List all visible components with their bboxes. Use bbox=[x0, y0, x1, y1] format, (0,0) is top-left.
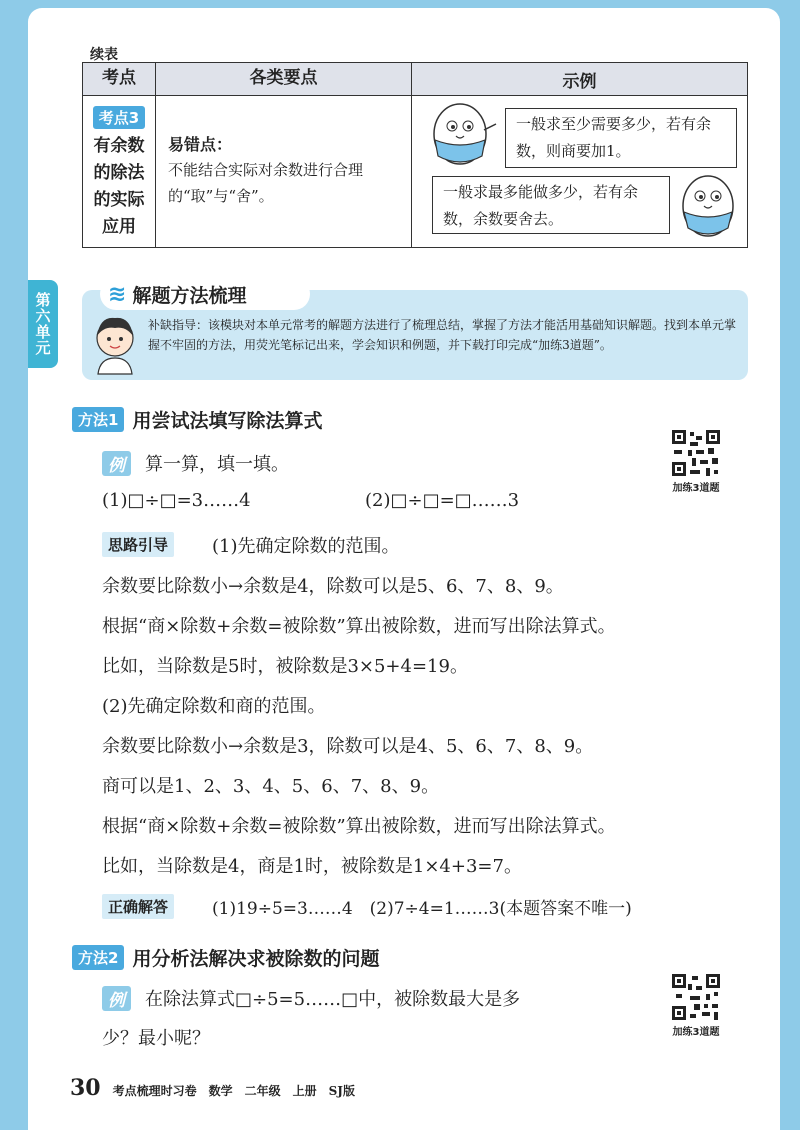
egg-mascot-icon bbox=[420, 100, 500, 170]
qr-label: 加练3道题 bbox=[672, 1027, 720, 1038]
point-title-line: 应用 bbox=[102, 217, 136, 237]
solution-line: 余数要比除数小→余数是4，除数可以是5、6、7、8、9。 bbox=[102, 576, 564, 597]
method2-badge: 方法2 bbox=[72, 945, 124, 970]
error-text: 不能结合实际对余数进行合理的“取”与“舍”。 bbox=[168, 161, 364, 205]
section-heading bbox=[100, 278, 310, 310]
answer-text: (1)19÷5=3……4 (2)7÷4=1……3(本题答案不唯一) bbox=[212, 899, 632, 919]
solution-line: 比如，当除数是4，商是1时，被除数是1×4+3=7。 bbox=[102, 856, 522, 877]
method2-header bbox=[72, 944, 379, 971]
method1-badge: 方法1 bbox=[72, 407, 124, 432]
method2-title: 用分析法解决求被除数的问题 bbox=[132, 948, 380, 970]
header-essentials: 各类要点 bbox=[156, 63, 412, 96]
qr-label: 加练3道题 bbox=[672, 483, 720, 494]
error-title: 易错点： bbox=[168, 135, 233, 154]
question-1: (1)□÷□=3……4 bbox=[102, 490, 251, 511]
example-prompt: 算一算，填一填。 bbox=[145, 454, 289, 475]
page-footer bbox=[70, 1075, 355, 1101]
guide-label: 思路引导 bbox=[102, 532, 174, 557]
tip-text: 补缺指导：该模块对本单元常考的解题方法进行了梳理总结，掌握了方法才能活用基础知识解题。找到本单元掌握不牢固的方法，用荧光笔标记出来，学会知识和例题，并下载打印完成“加练3道题”。 bbox=[148, 318, 737, 352]
speech-bubble-2: 一般求最多能做多少，若有余数，余数要舍去。 bbox=[432, 176, 670, 234]
method1-title: 用尝试法填写除法算式 bbox=[132, 410, 323, 432]
continued-label: 续表 bbox=[90, 47, 118, 63]
unit-side-tab: 第六单元 bbox=[28, 280, 58, 368]
solution-line: 商可以是1、2、3、4、5、6、7、8、9。 bbox=[102, 776, 440, 797]
point-title-line: 的除法 bbox=[93, 163, 145, 183]
header-point: 考点 bbox=[83, 63, 156, 96]
solution-line: 比如，当除数是5时，被除数是3×5+4=19。 bbox=[102, 656, 468, 677]
point-cell bbox=[83, 96, 156, 248]
example-badge: 例 bbox=[102, 986, 131, 1011]
point-title-line: 的实际 bbox=[93, 190, 145, 210]
essentials-cell bbox=[156, 96, 412, 248]
point-badge: 考点3 bbox=[93, 106, 145, 129]
method1-header bbox=[72, 406, 322, 433]
book-info: 考点梳理时习卷 数学 二年级 上册 SJ版 bbox=[112, 1084, 355, 1098]
solution-line: (1)先确定除数的范围。 bbox=[212, 536, 400, 557]
solution-line: 根据“商×除数+余数=被除数”算出被除数，进而写出除法算式。 bbox=[102, 816, 616, 837]
answer-label: 正确解答 bbox=[102, 894, 174, 919]
page-number: 30 bbox=[70, 1075, 101, 1101]
egg-mascot-icon bbox=[668, 168, 746, 244]
solution-line: 根据“商×除数+余数=被除数”算出被除数，进而写出除法算式。 bbox=[102, 616, 616, 637]
speech-bubble-1: 一般求至少需要多少，若有余数，则商要加1。 bbox=[505, 108, 737, 168]
question-2: (2)□÷□=□……3 bbox=[365, 490, 520, 511]
student-avatar-icon bbox=[86, 312, 144, 376]
section-title: 解题方法梳理 bbox=[132, 284, 247, 307]
qr-code-icon bbox=[670, 972, 722, 1022]
example-prompt-line-2: 少？最小呢？ bbox=[102, 1028, 210, 1049]
solution-line: (2)先确定除数和商的范围。 bbox=[102, 696, 326, 717]
example-prompt-line-1: 在除法算式□÷5=5……□中，被除数最大是多 bbox=[145, 989, 521, 1010]
solution-line: 余数要比除数小→余数是3，除数可以是4、5、6、7、8、9。 bbox=[102, 736, 594, 757]
point-title-line: 有余数 bbox=[93, 136, 145, 156]
wave-icon: ≋ bbox=[108, 281, 127, 307]
point-title bbox=[83, 133, 155, 241]
qr-code-icon bbox=[670, 428, 722, 478]
header-example: 示例 bbox=[412, 63, 748, 96]
example-badge: 例 bbox=[102, 451, 131, 476]
